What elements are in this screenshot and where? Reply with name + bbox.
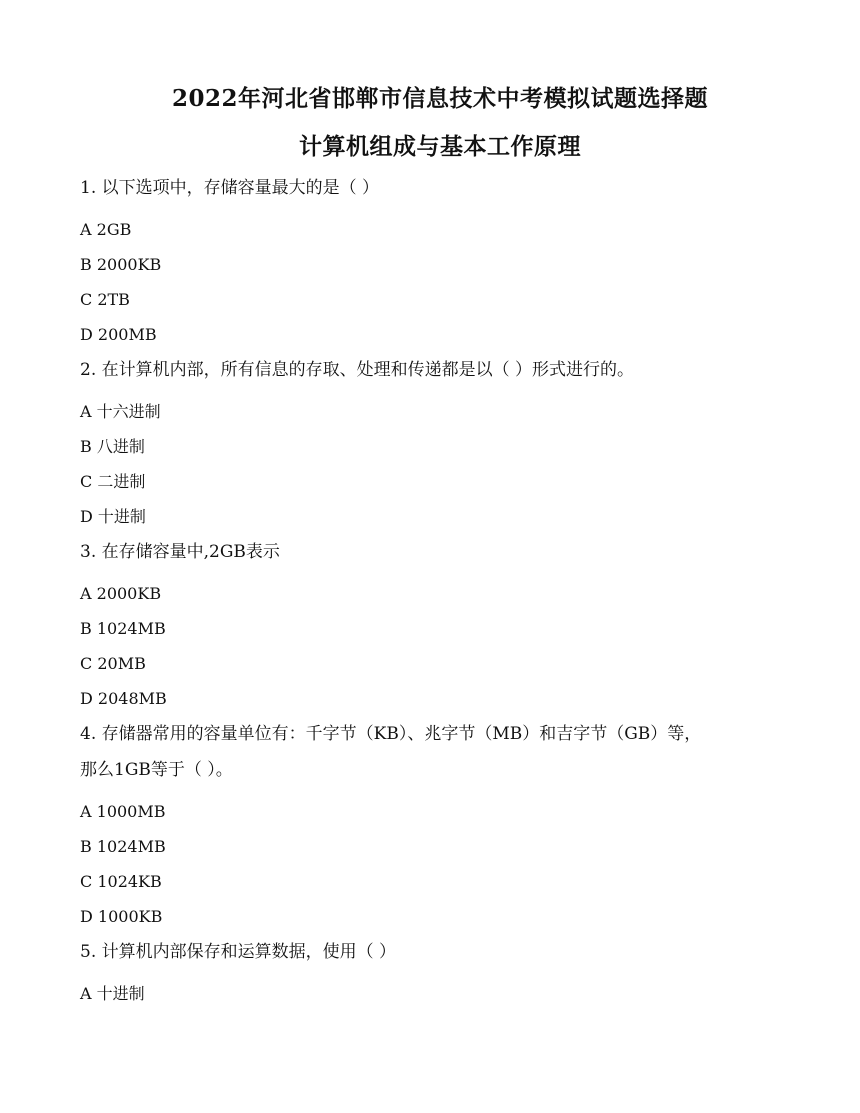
answer-option: A 2000KB [80, 584, 162, 603]
answer-option: B 2000KB [80, 255, 162, 274]
answer-option: B 1024MB [80, 619, 166, 638]
answer-option: B 八进制 [80, 437, 145, 456]
question-text: 1. 以下选项中，存储容量最大的是（ ） [80, 178, 380, 198]
answer-option: C 1024KB [80, 872, 162, 891]
question-text-continued: 那么1GB等于（ ）。 [80, 760, 233, 780]
answer-option: A 十进制 [80, 984, 145, 1003]
document-subtitle: 计算机组成与基本工作原理 [299, 133, 581, 160]
answer-option: C 2TB [80, 290, 130, 309]
answer-option: D 2048MB [80, 689, 167, 708]
question-block [80, 716, 800, 934]
question-block [80, 534, 800, 716]
answer-option: D 200MB [80, 325, 157, 344]
question-text: 3. 在存储容量中,2GB表示 [80, 542, 280, 562]
question-block [80, 352, 800, 534]
answer-option: C 20MB [80, 654, 146, 673]
question-block [80, 170, 800, 352]
question-block [80, 934, 800, 1011]
answer-option: D 1000KB [80, 907, 163, 926]
document-title: 2022年河北省邯郸市信息技术中考模拟试题选择题 [171, 85, 708, 112]
answer-option: C 二进制 [80, 472, 146, 491]
document-page [80, 76, 800, 1011]
question-text: 4. 存储器常用的容量单位有：千字节（KB）、兆字节（MB）和吉字节（GB）等， [80, 724, 702, 744]
answer-option: A 2GB [80, 220, 132, 239]
question-text: 2. 在计算机内部，所有信息的存取、处理和传递都是以（ ）形式进行的。 [80, 360, 635, 380]
answer-option: B 1024MB [80, 837, 166, 856]
answer-option: A 1000MB [80, 802, 166, 821]
question-text: 5. 计算机内部保存和运算数据，使用（ ） [80, 942, 397, 962]
answer-option: D 十进制 [80, 507, 146, 526]
answer-option: A 十六进制 [80, 402, 161, 421]
